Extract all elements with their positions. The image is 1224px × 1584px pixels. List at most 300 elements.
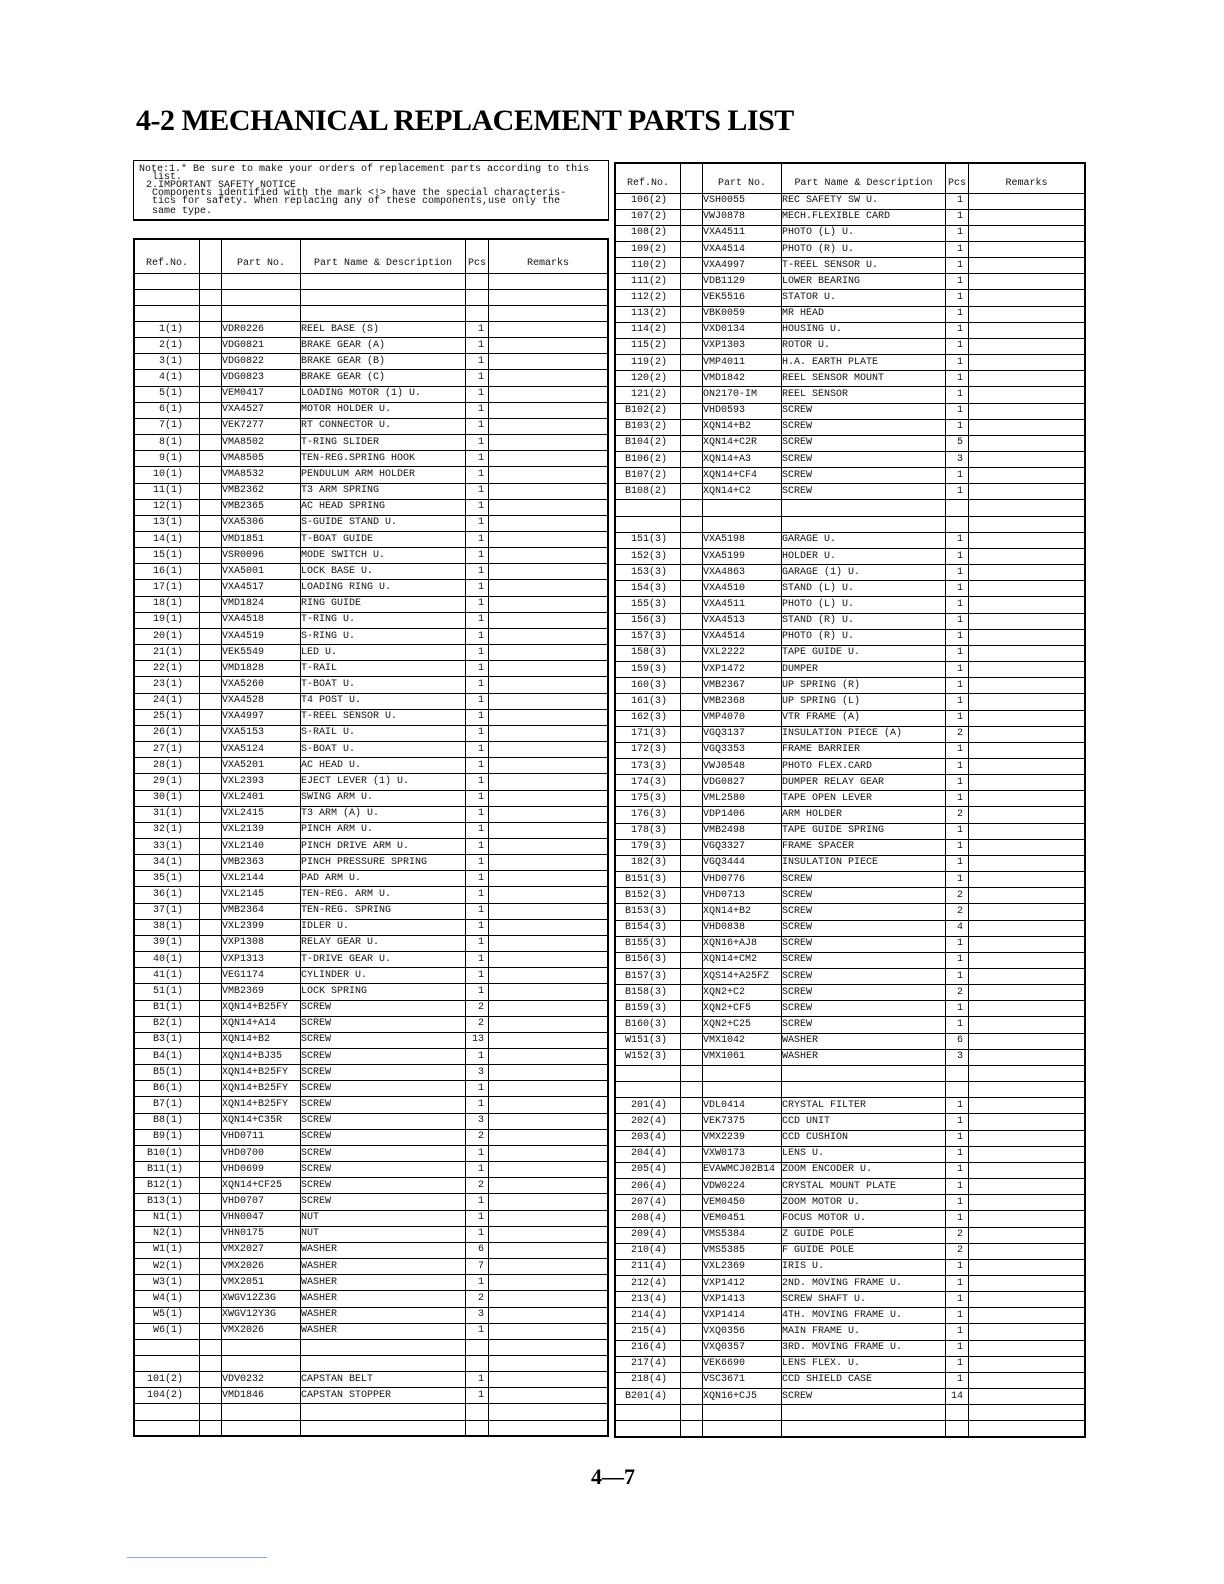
pcs-cell: 1 [466, 968, 489, 984]
ref-no-cell: 40(1) [134, 952, 200, 968]
ref-no-cell: 41(1) [134, 968, 200, 984]
description-cell: SCREW [782, 872, 946, 888]
remarks-cell [969, 742, 1086, 758]
table-row [615, 290, 1085, 306]
remarks-cell [969, 726, 1086, 742]
description-cell: STAND (L) U. [782, 581, 946, 597]
part-no-cell: VMD1846 [222, 1388, 301, 1404]
pcs-cell: 1 [466, 790, 489, 806]
table-row [615, 1017, 1085, 1033]
ref-no-cell: B3(1) [134, 1032, 200, 1048]
part-no-cell: VMB2365 [222, 499, 301, 515]
ref-no-cell: 162(3) [615, 710, 681, 726]
part-no-cell: VMB2364 [222, 903, 301, 919]
description-cell: 3RD. MOVING FRAME U. [782, 1340, 946, 1356]
spacer-cell [200, 1323, 222, 1339]
spacer-cell [681, 1033, 703, 1049]
table-row [134, 499, 608, 515]
part-no-cell: VXP1412 [703, 1275, 782, 1291]
pcs-cell: 1 [466, 338, 489, 354]
ref-no-cell: 114(2) [615, 322, 681, 338]
spacer-cell [681, 516, 703, 532]
table-row [615, 1275, 1085, 1291]
table-row [615, 241, 1085, 257]
part-no-cell: VDG0822 [222, 354, 301, 370]
spacer-cell [200, 321, 222, 337]
blank-row [134, 1420, 608, 1436]
remarks-cell [489, 402, 609, 418]
description-cell: PHOTO (L) U. [782, 225, 946, 241]
description-cell: BRAKE GEAR (A) [301, 338, 466, 354]
part-no-cell: VSC3671 [703, 1372, 782, 1388]
pcs-cell: 1 [466, 822, 489, 838]
description-cell: Z GUIDE POLE [782, 1227, 946, 1243]
table-row [134, 467, 608, 483]
pcs-cell [466, 1339, 489, 1355]
table-row [615, 613, 1085, 629]
description-cell: FRAME BARRIER [782, 742, 946, 758]
table-row [134, 1275, 608, 1291]
table-row [134, 887, 608, 903]
ref-no-cell: 159(3) [615, 662, 681, 678]
ref-no-cell: 120(2) [615, 371, 681, 387]
blank-row [615, 516, 1085, 532]
remarks-cell [489, 418, 609, 434]
spacer-cell [200, 1388, 222, 1404]
description-cell: T-RING SLIDER [301, 435, 466, 451]
pcs-cell: 1 [946, 1211, 969, 1227]
part-no-cell: VXL2415 [222, 806, 301, 822]
spacer-cell [200, 628, 222, 644]
remarks-cell [489, 952, 609, 968]
ref-no-cell: 205(4) [615, 1162, 681, 1178]
spacer-cell [200, 871, 222, 887]
spacer-cell [681, 403, 703, 419]
pcs-cell: 1 [466, 806, 489, 822]
remarks-cell [969, 1259, 1086, 1275]
remarks-cell [969, 1162, 1086, 1178]
ref-no-cell: B152(3) [615, 888, 681, 904]
pcs-cell: 1 [466, 1081, 489, 1097]
ref-no-cell: B159(3) [615, 1001, 681, 1017]
pcs-cell: 3 [466, 1113, 489, 1129]
note-line: same type. [152, 205, 213, 217]
spacer-cell [200, 855, 222, 871]
description-cell: SCREW [301, 1194, 466, 1210]
pcs-cell: 1 [946, 1340, 969, 1356]
ref-no-cell: 151(3) [615, 532, 681, 548]
pcs-cell: 1 [946, 1292, 969, 1308]
ref-no-cell [134, 1420, 200, 1436]
part-no-cell: VDB1129 [703, 274, 782, 290]
description-cell [782, 1082, 946, 1098]
remarks-cell [489, 919, 609, 935]
remarks-cell [489, 338, 609, 354]
description-cell: T-BOAT GUIDE [301, 532, 466, 548]
pcs-cell: 1 [466, 774, 489, 790]
pcs-cell: 1 [466, 1323, 489, 1339]
description-cell: IRIS U. [782, 1259, 946, 1275]
pcs-cell: 2 [466, 1129, 489, 1145]
table-row [615, 1292, 1085, 1308]
spacer-cell [200, 1242, 222, 1258]
description-cell: FOCUS MOTOR U. [782, 1211, 946, 1227]
table-row [134, 838, 608, 854]
part-no-cell: VHD0776 [703, 872, 782, 888]
spacer-cell [200, 1065, 222, 1081]
pcs-cell: 1 [466, 1388, 489, 1404]
spacer-cell [200, 1339, 222, 1355]
description-cell: SCREW [301, 1162, 466, 1178]
pcs-cell: 1 [946, 548, 969, 564]
remarks-cell [969, 662, 1086, 678]
description-cell: LOCK BASE U. [301, 564, 466, 580]
description-cell: SCREW [782, 920, 946, 936]
part-no-cell: XWGV12Z3G [222, 1291, 301, 1307]
spacer-cell [681, 985, 703, 1001]
pcs-cell: 1 [946, 193, 969, 209]
pcs-cell: 1 [946, 306, 969, 322]
spacer-cell [200, 1145, 222, 1161]
remarks-cell [489, 806, 609, 822]
part-no-cell: VWJ0878 [703, 209, 782, 225]
pcs-cell: 1 [946, 209, 969, 225]
pcs-cell: 1 [466, 435, 489, 451]
remarks-cell [969, 1146, 1086, 1162]
ref-no-cell: 5(1) [134, 386, 200, 402]
pcs-cell: 7 [466, 1259, 489, 1275]
table-row [615, 839, 1085, 855]
remarks-cell [489, 370, 609, 386]
part-no-cell: VMX2239 [703, 1130, 782, 1146]
remarks-cell [969, 823, 1086, 839]
part-no-cell: VEK7277 [222, 418, 301, 434]
pcs-cell: 1 [466, 483, 489, 499]
spacer-cell [681, 710, 703, 726]
table-row [134, 338, 608, 354]
remarks-cell [969, 1389, 1086, 1405]
pcs-cell: 1 [466, 677, 489, 693]
description-cell: H.A. EARTH PLATE [782, 355, 946, 371]
table-row [615, 1179, 1085, 1195]
description-cell: WASHER [782, 1033, 946, 1049]
description-cell: DUMPER [782, 662, 946, 678]
part-no-cell: VXA5001 [222, 564, 301, 580]
ref-no-cell: 204(4) [615, 1146, 681, 1162]
description-cell: TAPE GUIDE U. [782, 645, 946, 661]
spacer-cell [200, 742, 222, 758]
description-cell: CRYSTAL MOUNT PLATE [782, 1179, 946, 1195]
ref-no-cell: B154(3) [615, 920, 681, 936]
pcs-cell: 1 [946, 1179, 969, 1195]
part-no-cell: XQN14+CM2 [703, 952, 782, 968]
part-no-cell [222, 305, 301, 321]
ref-no-cell: 39(1) [134, 935, 200, 951]
pcs-cell [946, 1405, 969, 1421]
remarks-cell [969, 1227, 1086, 1243]
part-no-cell: XWGV12Y3G [222, 1307, 301, 1323]
remarks-cell [969, 290, 1086, 306]
description-cell [782, 516, 946, 532]
table-row [615, 904, 1085, 920]
part-no-cell: VMD1842 [703, 371, 782, 387]
ref-no-cell: 16(1) [134, 564, 200, 580]
pcs-cell: 2 [946, 807, 969, 823]
part-no-cell: XQN14+C2 [703, 484, 782, 500]
part-no-cell: VXL2222 [703, 645, 782, 661]
ref-no-cell [615, 500, 681, 516]
spacer-cell [681, 1259, 703, 1275]
spacer-cell [200, 661, 222, 677]
description-cell: EJECT LEVER (1) U. [301, 774, 466, 790]
spacer-cell [200, 1420, 222, 1436]
part-no-cell [222, 289, 301, 305]
pcs-cell [946, 1082, 969, 1098]
ref-no-cell: B4(1) [134, 1049, 200, 1065]
part-no-cell: VDG0827 [703, 775, 782, 791]
table-row [615, 1372, 1085, 1388]
description-cell: WASHER [301, 1291, 466, 1307]
part-no-cell: VDV0232 [222, 1372, 301, 1388]
description-cell: AC HEAD U. [301, 758, 466, 774]
ref-no-cell: 8(1) [134, 435, 200, 451]
pcs-cell: 3 [946, 1049, 969, 1065]
pcs-cell: 6 [946, 1033, 969, 1049]
description-cell [301, 273, 466, 289]
part-no-cell: XQN14+B25FY [222, 1081, 301, 1097]
ref-no-cell: 110(2) [615, 258, 681, 274]
pcs-cell: 2 [946, 985, 969, 1001]
description-cell: GARAGE (1) U. [782, 565, 946, 581]
part-no-cell: VXL2401 [222, 790, 301, 806]
spacer-cell [200, 354, 222, 370]
part-no-cell: VXA5306 [222, 515, 301, 531]
part-no-cell: VXL2399 [222, 919, 301, 935]
remarks-cell [489, 693, 609, 709]
note-box [133, 160, 609, 221]
remarks-cell [969, 1340, 1086, 1356]
blank-row [615, 1082, 1085, 1098]
table-row [615, 306, 1085, 322]
remarks-cell [969, 775, 1086, 791]
part-no-cell: XQN2+CF5 [703, 1001, 782, 1017]
remarks-cell [969, 710, 1086, 726]
description-cell: SCREW [782, 484, 946, 500]
note-line: tics for safety. When replacing any of these components,use only the [152, 195, 561, 207]
part-no-cell: VMB2367 [703, 678, 782, 694]
description-cell: PHOTO (R) U. [782, 241, 946, 257]
header-row [615, 163, 1085, 193]
description-cell: SCREW [782, 888, 946, 904]
table-row [134, 855, 608, 871]
table-row [615, 645, 1085, 661]
remarks-cell [969, 193, 1086, 209]
remarks-cell [969, 581, 1086, 597]
ref-no-cell: B157(3) [615, 969, 681, 985]
pcs-cell: 1 [946, 1259, 969, 1275]
table-row [134, 952, 608, 968]
part-no-cell: VXW0173 [703, 1146, 782, 1162]
ref-no-cell: 30(1) [134, 790, 200, 806]
spacer-cell [681, 1308, 703, 1324]
part-no-cell: VXA4519 [222, 628, 301, 644]
pcs-cell: 1 [946, 855, 969, 871]
part-no-cell: VMA8505 [222, 451, 301, 467]
ref-no-cell: W5(1) [134, 1307, 200, 1323]
ref-no-cell: 38(1) [134, 919, 200, 935]
spacer-cell [200, 1275, 222, 1291]
remarks-cell [489, 935, 609, 951]
remarks-cell [489, 1162, 609, 1178]
description-cell: T3 ARM SPRING [301, 483, 466, 499]
table-row [615, 581, 1085, 597]
remarks-cell [969, 1308, 1086, 1324]
description-cell: REEL BASE (S) [301, 321, 466, 337]
pcs-cell: 1 [946, 1356, 969, 1372]
part-no-cell: XQN2+C2 [703, 985, 782, 1001]
pcs-cell: 1 [466, 499, 489, 515]
spacer-cell [200, 612, 222, 628]
pcs-cell: 1 [946, 597, 969, 613]
remarks-cell [969, 322, 1086, 338]
part-no-cell: VEM0451 [703, 1211, 782, 1227]
remarks-cell [969, 338, 1086, 354]
spacer-cell [200, 483, 222, 499]
spacer-cell [681, 565, 703, 581]
description-cell: SCREW [301, 1081, 466, 1097]
table-row [615, 1356, 1085, 1372]
ref-no-cell: W151(3) [615, 1033, 681, 1049]
spacer-cell [200, 499, 222, 515]
part-no-cell: VHD0593 [703, 403, 782, 419]
pcs-cell: 1 [946, 532, 969, 548]
description-cell: S-RING U. [301, 628, 466, 644]
spacer-cell [200, 289, 222, 305]
table-row [615, 225, 1085, 241]
ref-no-cell: B155(3) [615, 936, 681, 952]
description-cell: LENS FLEX. U. [782, 1356, 946, 1372]
description-cell: WASHER [301, 1275, 466, 1291]
description-cell: SCREW [301, 1049, 466, 1065]
part-no-cell: VXA4528 [222, 693, 301, 709]
pcs-cell: 4 [946, 920, 969, 936]
spacer-cell [200, 1355, 222, 1371]
remarks-cell [489, 467, 609, 483]
part-no-cell: VXA5198 [703, 532, 782, 548]
description-cell [782, 1405, 946, 1421]
spacer-cell [681, 1001, 703, 1017]
pcs-cell: 1 [466, 1145, 489, 1161]
description-cell: F GUIDE POLE [782, 1243, 946, 1259]
part-no-cell: VXD0134 [703, 322, 782, 338]
part-no-cell: VHD0699 [222, 1162, 301, 1178]
description-cell: 2ND. MOVING FRAME U. [782, 1275, 946, 1291]
pcs-cell: 1 [466, 515, 489, 531]
ref-no-cell: 178(3) [615, 823, 681, 839]
ref-no-cell: B151(3) [615, 872, 681, 888]
ref-no-cell [615, 1065, 681, 1081]
table-row [134, 871, 608, 887]
pcs-cell: 1 [466, 1097, 489, 1113]
spacer-cell [681, 387, 703, 403]
part-no-cell: VXP1308 [222, 935, 301, 951]
description-cell: PENDULUM ARM HOLDER [301, 467, 466, 483]
description-cell: T-DRIVE GEAR U. [301, 952, 466, 968]
blank-row [615, 1065, 1085, 1081]
description-cell: SWING ARM U. [301, 790, 466, 806]
table-row [134, 596, 608, 612]
remarks-cell [969, 532, 1086, 548]
table-row [615, 484, 1085, 500]
part-no-cell [703, 1065, 782, 1081]
description-cell: STATOR U. [782, 290, 946, 306]
table-row [615, 548, 1085, 564]
table-row [615, 1195, 1085, 1211]
remarks-cell [969, 807, 1086, 823]
pcs-cell: 1 [946, 225, 969, 241]
description-cell: SCREW [782, 985, 946, 1001]
remarks-cell [489, 855, 609, 871]
ref-no-cell: 101(2) [134, 1372, 200, 1388]
pcs-cell: 2 [946, 1243, 969, 1259]
pcs-cell: 1 [466, 418, 489, 434]
description-cell: TEN-REG. SPRING [301, 903, 466, 919]
pcs-cell: 1 [466, 709, 489, 725]
description-cell: S-GUIDE STAND U. [301, 515, 466, 531]
part-no-cell: VDP1406 [703, 807, 782, 823]
spacer-cell [200, 1081, 222, 1097]
part-no-cell: VMP4011 [703, 355, 782, 371]
part-no-cell: ON2170-IM [703, 387, 782, 403]
header-remarks: Remarks [969, 163, 1086, 193]
spacer-cell [681, 807, 703, 823]
ref-no-cell [134, 289, 200, 305]
remarks-cell [489, 580, 609, 596]
description-cell: SCREW [782, 904, 946, 920]
spacer-cell [681, 1179, 703, 1195]
description-cell: TAPE OPEN LEVER [782, 791, 946, 807]
remarks-cell [489, 354, 609, 370]
ref-no-cell: 215(4) [615, 1324, 681, 1340]
spacer-cell [200, 952, 222, 968]
part-no-cell: VMS5384 [703, 1227, 782, 1243]
ref-no-cell: 209(4) [615, 1227, 681, 1243]
ref-no-cell: 2(1) [134, 338, 200, 354]
remarks-cell [489, 1339, 609, 1355]
description-cell: WASHER [301, 1259, 466, 1275]
blank-row [134, 1339, 608, 1355]
part-no-cell: VXA4513 [703, 613, 782, 629]
description-cell: SCREW [301, 1145, 466, 1161]
spacer-cell [681, 1146, 703, 1162]
pcs-cell: 1 [946, 403, 969, 419]
remarks-cell [969, 371, 1086, 387]
description-cell: LOADING MOTOR (1) U. [301, 386, 466, 402]
part-no-cell: VXL2139 [222, 822, 301, 838]
blank-row [615, 1421, 1085, 1437]
part-no-cell: XQN14+B25FY [222, 1097, 301, 1113]
part-no-cell: VMX2026 [222, 1323, 301, 1339]
table-row [615, 920, 1085, 936]
spacer-cell [681, 355, 703, 371]
part-no-cell: VXP1303 [703, 338, 782, 354]
remarks-cell [489, 1129, 609, 1145]
pcs-cell: 1 [946, 1324, 969, 1340]
description-cell: T-BOAT U. [301, 677, 466, 693]
table-row [615, 1389, 1085, 1405]
remarks-cell [489, 532, 609, 548]
part-no-cell: VMB2369 [222, 984, 301, 1000]
